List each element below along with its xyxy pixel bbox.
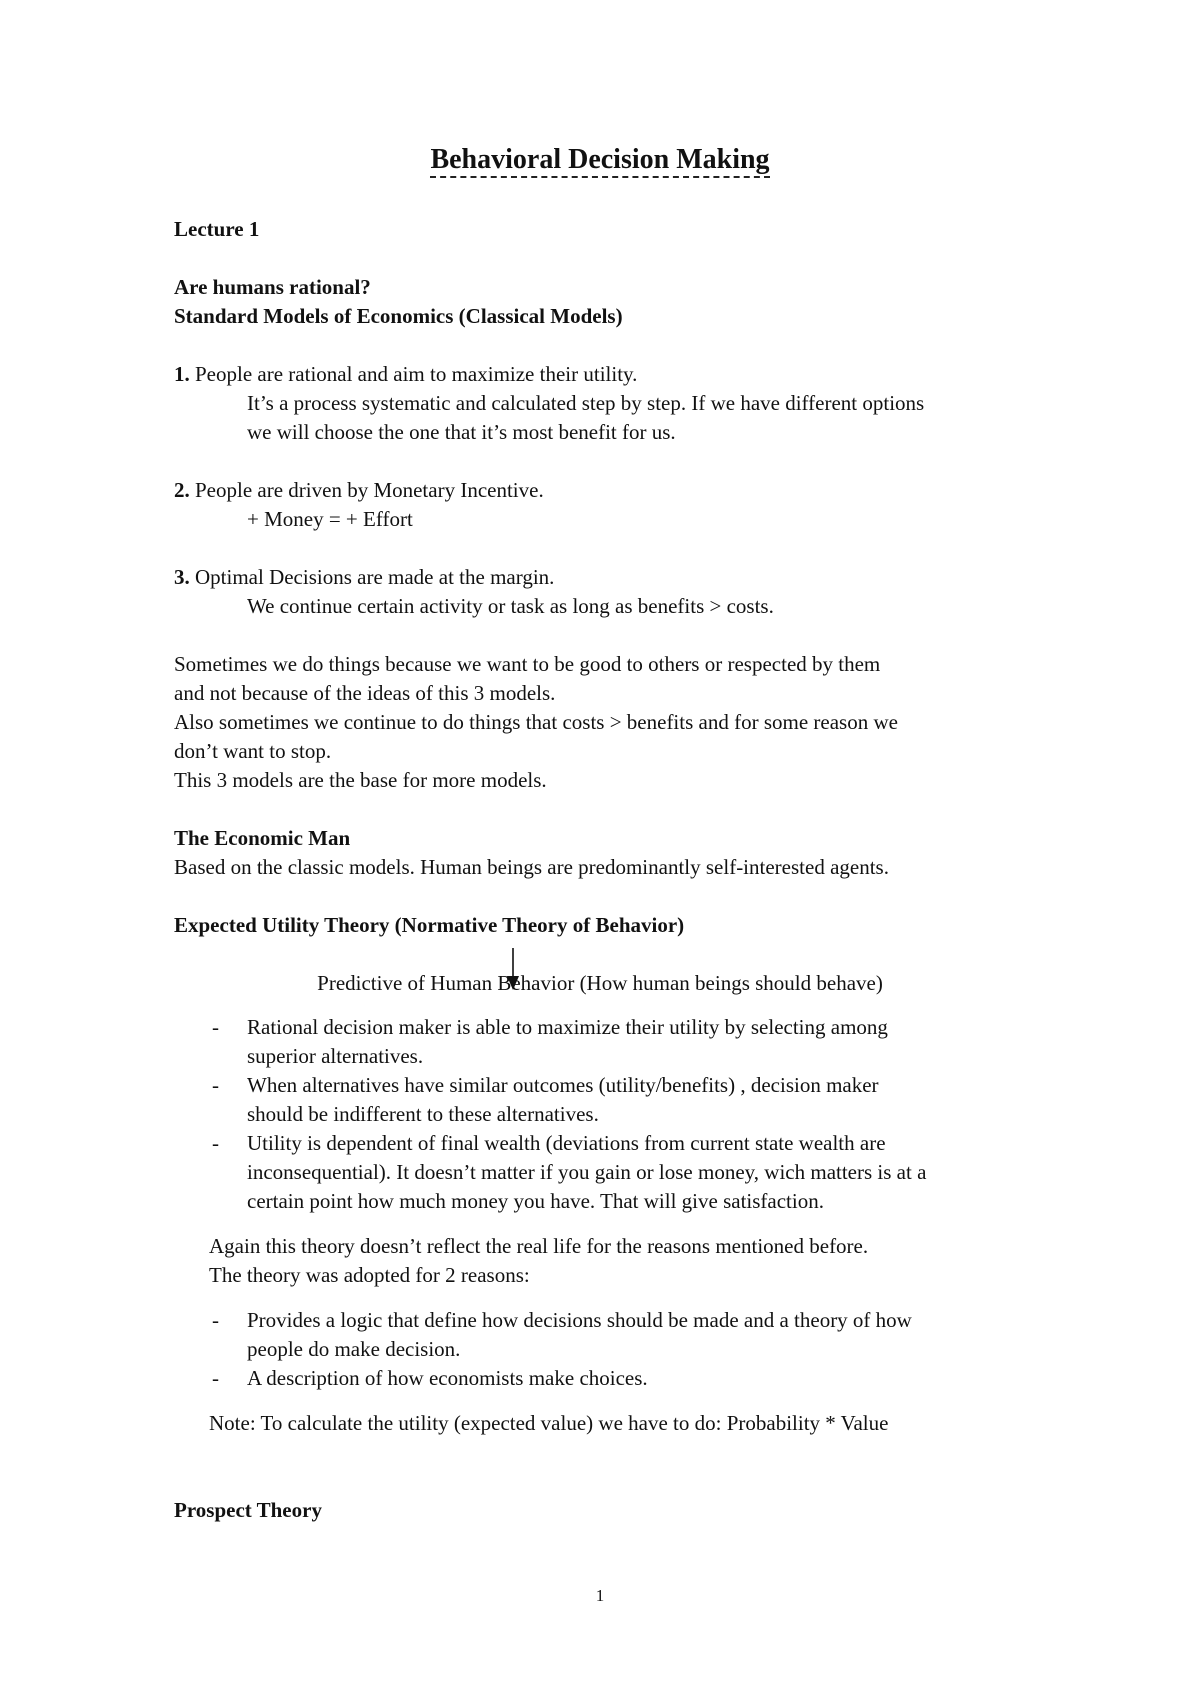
heading-are-humans-rational: Are humans rational?: [174, 275, 371, 299]
document-title: Behavioral Decision Making: [0, 142, 1200, 178]
bullet-dash: -: [212, 1073, 219, 1097]
paragraph-line-5: This 3 models are the base for more models.: [174, 768, 547, 792]
bullet-dash: -: [212, 1015, 219, 1039]
point-2-line-1: + Money = + Effort: [247, 507, 413, 531]
heading-prospect-theory: Prospect Theory: [174, 1498, 322, 1522]
eut-bullet-1-line-2: superior alternatives.: [247, 1044, 424, 1068]
paragraph-line-2: and not because of the ideas of this 3 models.: [174, 681, 556, 705]
point-3: 3. Optimal Decisions are made at the margin.: [174, 565, 555, 589]
point-2: 2. People are driven by Monetary Incentive.: [174, 478, 544, 502]
paragraph-line-3: Also sometimes we continue to do things that costs > benefits and for some reason we: [174, 710, 898, 734]
eut-bullet-2-line-2: should be indifferent to these alternatives.: [247, 1102, 599, 1126]
eut-bullet-3-line-1: Utility is dependent of final wealth (deviations from current state wealth are: [247, 1131, 886, 1155]
heading-standard-models: Standard Models of Economics (Classical Models): [174, 304, 623, 328]
again-text: Again this theory doesn’t reflect the real life for the reasons mentioned before.: [209, 1234, 869, 1258]
bullet-dash: -: [212, 1366, 219, 1390]
point-3-line-1: We continue certain activity or task as long as benefits > costs.: [247, 594, 774, 618]
paragraph-line-4: don’t want to stop.: [174, 739, 332, 763]
note-text: Note: To calculate the utility (expected value) we have to do: Probability * Value: [209, 1411, 889, 1435]
bullet-dash: -: [212, 1308, 219, 1332]
eut-bullet-3-line-2: inconsequential). It doesn’t matter if you gain or lose money, wich matters is at a: [247, 1160, 927, 1184]
heading-economic-man: The Economic Man: [174, 826, 351, 850]
eut-bullet-2-line-1: When alternatives have similar outcomes (utility/benefits) , decision maker: [247, 1073, 879, 1097]
heading-expected-utility-theory: Expected Utility Theory (Normative Theory of Behavior): [174, 913, 685, 937]
predictive-line: Predictive of Human Behavior (How human beings should behave): [317, 971, 883, 995]
economic-man-text: Based on the classic models. Human beings are predominantly self-interested agents.: [174, 855, 889, 879]
lecture-label: Lecture 1: [174, 217, 260, 241]
eut-bullet-3-line-3: certain point how much money you have. That will give satisfaction.: [247, 1189, 824, 1213]
bullet-dash: -: [212, 1131, 219, 1155]
paragraph-line-1: Sometimes we do things because we want to be good to others or respected by them: [174, 652, 881, 676]
adopted-text: The theory was adopted for 2 reasons:: [209, 1263, 530, 1287]
reason-1-line-1: Provides a logic that define how decisions should be made and a theory of how: [247, 1308, 912, 1332]
point-1: 1. People are rational and aim to maximize their utility.: [174, 362, 638, 386]
reason-2-line-1: A description of how economists make choices.: [247, 1366, 648, 1390]
reason-1-line-2: people do make decision.: [247, 1337, 461, 1361]
point-1-line-2: we will choose the one that it’s most benefit for us.: [247, 420, 676, 444]
page-number: 1: [595, 1586, 605, 1605]
point-1-line-1: It’s a process systematic and calculated step by step. If we have different options: [247, 391, 925, 415]
eut-bullet-1-line-1: Rational decision maker is able to maximize their utility by selecting among: [247, 1015, 888, 1039]
